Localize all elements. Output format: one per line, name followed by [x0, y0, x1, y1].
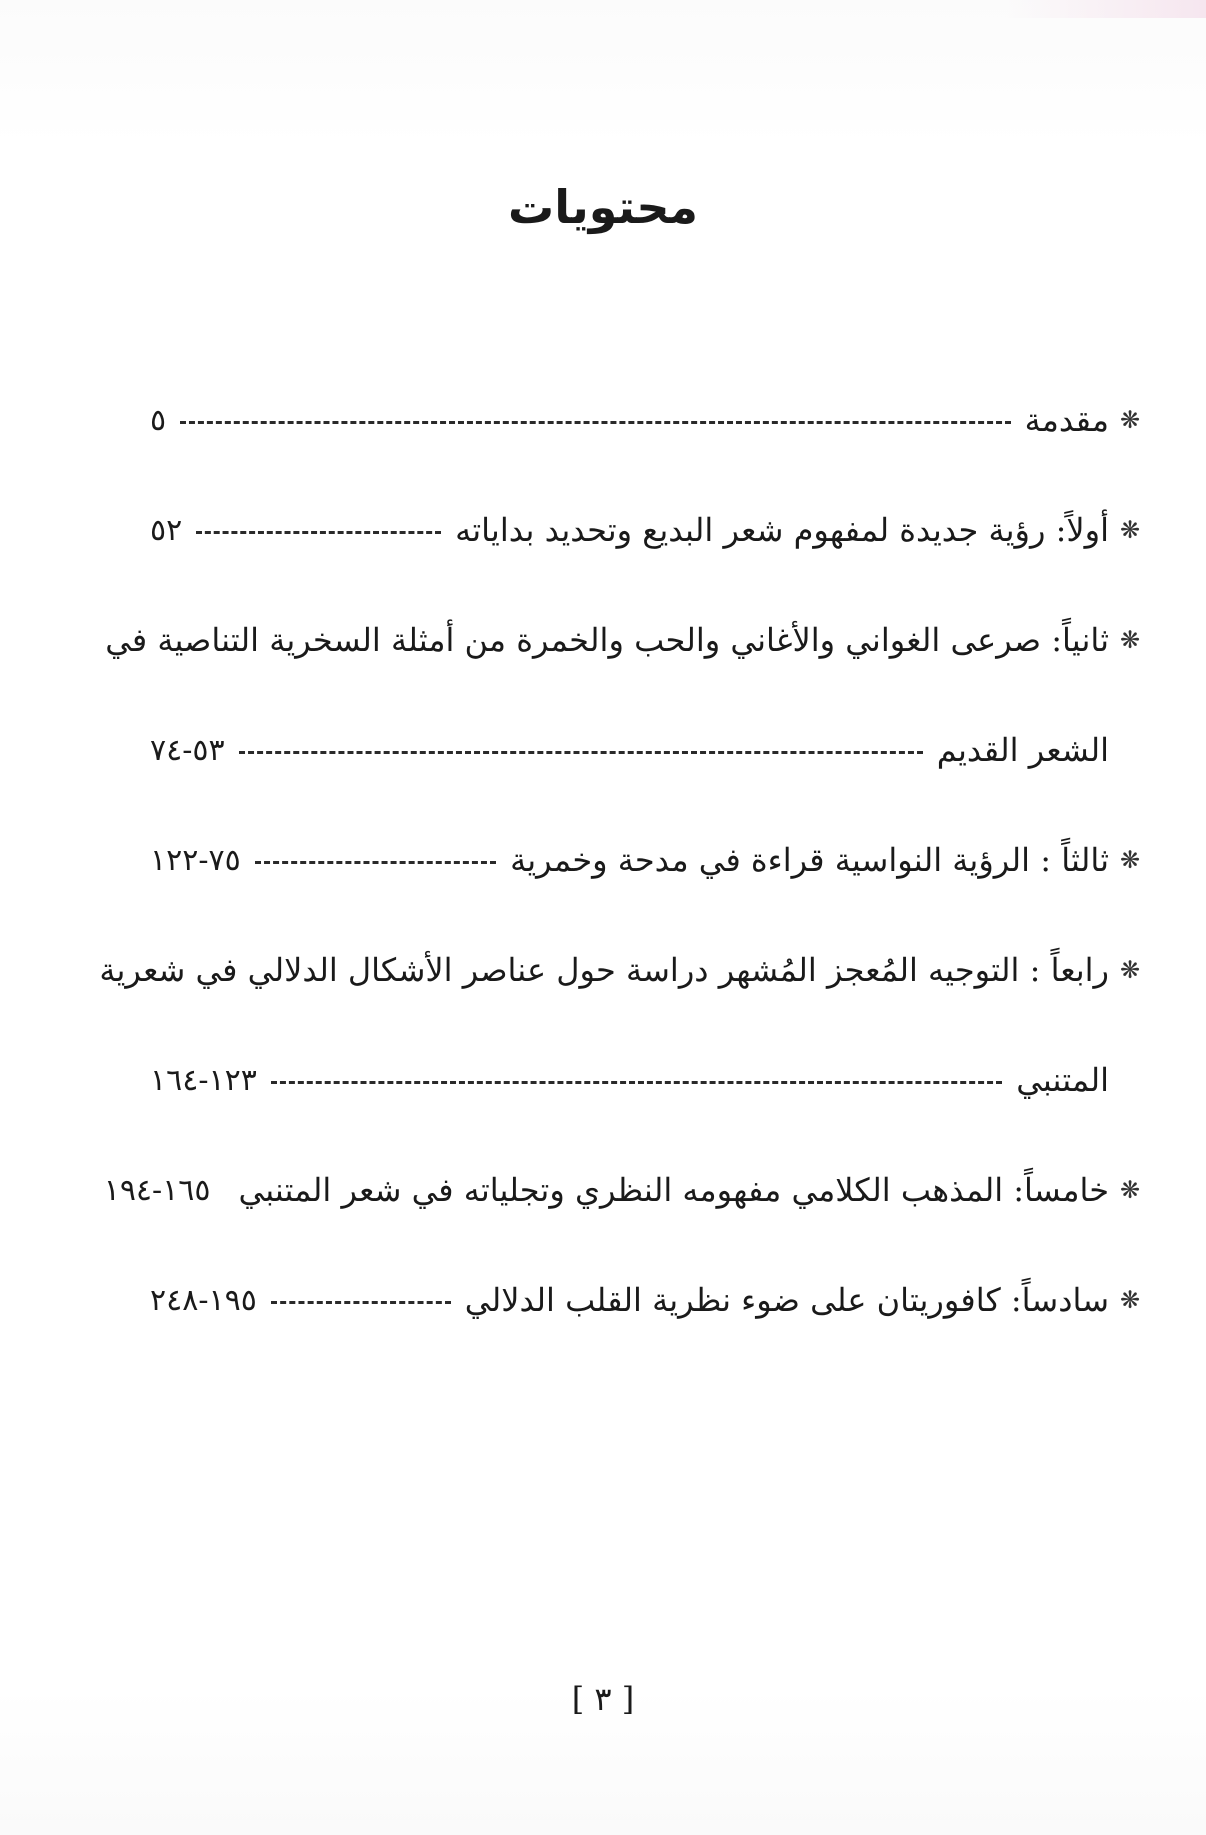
toc-entry[interactable] — [105, 585, 1151, 695]
dotted-leader — [180, 421, 1010, 424]
bullet-star-icon: ❋ — [1119, 1176, 1141, 1204]
page-corner-tint — [1006, 0, 1206, 18]
toc-entry-label-continuation: المتنبي — [1016, 1061, 1109, 1099]
bullet-star-icon: ❋ — [1119, 956, 1141, 984]
bullet-star-icon: ❋ — [1119, 1286, 1141, 1314]
dotted-leader — [255, 861, 496, 864]
table-of-contents — [99, 365, 1151, 1355]
toc-entry-label: أولاً: رؤية جديدة لمفهوم شعر البديع وتحديد بداياته — [455, 511, 1109, 549]
toc-entry-pages: ١٢٣-١٦٤ — [150, 1062, 257, 1098]
toc-entry-pages: ٧٥-١٢٢ — [150, 842, 241, 878]
bullet-star-icon: ❋ — [1119, 406, 1141, 434]
toc-entry[interactable] — [99, 915, 1151, 1025]
toc-entry[interactable] — [150, 1245, 1151, 1355]
toc-entry[interactable] — [150, 475, 1151, 585]
toc-entry[interactable] — [103, 1135, 1151, 1245]
page-number: [ ٣ ] — [571, 1680, 635, 1718]
dotted-leader — [271, 1301, 451, 1304]
bullet-star-icon: ❋ — [1119, 626, 1141, 654]
toc-entry-continuation[interactable] — [150, 695, 1151, 805]
toc-entry-continuation[interactable] — [150, 1025, 1151, 1135]
toc-entry-pages: ٥٣-٧٤ — [150, 732, 225, 768]
bullet-star-icon: ❋ — [1119, 516, 1141, 544]
dotted-leader — [196, 531, 441, 534]
bullet-star-icon: ❋ — [1119, 846, 1141, 874]
toc-entry-pages: ٥٢ — [150, 512, 183, 548]
dotted-leader — [271, 1081, 1002, 1084]
toc-entry-label: سادساً: كافوريتان على ضوء نظرية القلب الدلالي — [464, 1281, 1109, 1319]
dotted-leader — [239, 751, 923, 754]
toc-entry-pages: ١٦٥-١٩٤ — [103, 1172, 211, 1208]
toc-entry-label: مقدمة — [1024, 401, 1109, 439]
toc-entry[interactable] — [150, 805, 1151, 915]
toc-entry-label: ثانياً: صرعى الغواني والأغاني والحب والخمرة من أمثلة السخرية التناصية في — [105, 621, 1109, 659]
toc-entry-pages: ١٩٥-٢٤٨ — [150, 1282, 257, 1318]
page-title: محتويات — [507, 180, 699, 234]
toc-entry-label-continuation: الشعر القديم — [936, 731, 1109, 769]
toc-entry-label: خامساً: المذهب الكلامي مفهومه النظري وتجلياته في شعر المتنبي — [238, 1171, 1109, 1209]
toc-entry-label: رابعاً : التوجيه المُعجز المُشهر دراسة حول عناصر الأشكال الدلالي في شعرية — [99, 951, 1109, 989]
toc-entry[interactable] — [150, 365, 1151, 475]
toc-entry-label: ثالثاً : الرؤية النواسية قراءة في مدحة وخمرية — [510, 841, 1109, 879]
toc-entry-pages: ٥ — [150, 402, 167, 438]
